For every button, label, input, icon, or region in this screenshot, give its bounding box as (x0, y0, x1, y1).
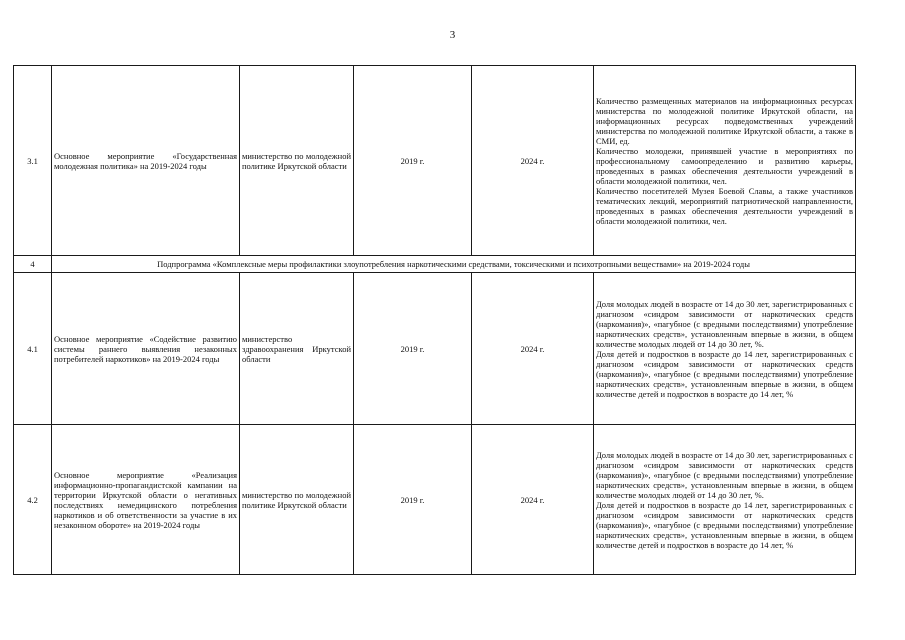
row-number: 4 (14, 256, 52, 273)
program-table (13, 65, 856, 575)
indicator-text: Доля детей и подростков в возрасте до 14 лет, зарегистрированных с диагнозом «синдром зависимости от наркотических средств (наркомания)», «пагубное (с вредными последствиями) употребление наркотических средств», установленным впервые в жизни, в общем количестве детей и подростков в возрасте до 14 лет, % (596, 348, 853, 399)
end-year: 2024 г. (472, 66, 594, 256)
executor: министерство здравоохранения Иркутской области (240, 273, 354, 425)
indicators-cell (594, 66, 856, 256)
indicator-text: Количество посетителей Музея Боевой Славы, а также участников тематических лекций, мероприятий патриотической направленности, проведенных в рамках обеспечения деятельности учреждений в области молодежной политики, чел. (596, 185, 853, 226)
activity-name: Основное мероприятие «Содействие развитию системы раннего выявления незаконных потребителей наркотиков» на 2019-2024 годы (52, 273, 240, 425)
table-row-4-1 (14, 273, 856, 425)
activity-name: Основное мероприятие «Реализация информационно-пропагандистской кампании на территории Иркутской области о негативных последствиях немедицинского потребления наркотиков и об ответственности за участие в их незаконном обороте» на 2019-2024 годы (52, 425, 240, 575)
indicator-text: Количество молодежи, принявшей участие в мероприятиях по профессиональному самоопределению и развитию карьеры, проведенных в рамках обеспечения деятельности учреждений в области молодежной политики, чел. (596, 145, 853, 186)
page-number: 3 (449, 29, 456, 41)
indicators-cell (594, 273, 856, 425)
table-row-4-2 (14, 425, 856, 575)
end-year: 2024 г. (472, 273, 594, 425)
row-number: 4.2 (14, 425, 52, 575)
subprogram-title: Подпрограмма «Комплексные меры профилактики злоупотребления наркотическими средствами, токсическими и психотропными веществами» на 2019-2024 годы (52, 256, 856, 273)
indicator-text: Доля детей и подростков в возрасте до 14 лет, зарегистрированных с диагнозом «синдром зависимости от наркотических средств (наркомания)», «пагубное (с вредными последствиями) употребление наркотических средств», установленным впервые в жизни, в общем количестве детей и подростков в возрасте до 14 лет, % (596, 499, 853, 550)
indicator-text: Количество размещенных материалов на информационных ресурсах министерства по молодежной политике Иркутской области, на информационных ресурсах подведомственных учреждений министерства по молодежной политике Иркутской области, а также в СМИ, ед. (596, 95, 853, 146)
indicators-cell (594, 425, 856, 575)
table-row-4 (14, 256, 856, 273)
start-year: 2019 г. (354, 66, 472, 256)
row-number: 4.1 (14, 273, 52, 425)
executor: министерство по молодежной политике Иркутской области (240, 66, 354, 256)
indicator-text: Доля молодых людей в возрасте от 14 до 30 лет, зарегистрированных с диагнозом «синдром зависимости от наркотических средств (наркомания)», «пагубное (с вредными последствиями) употребление наркотических средств», установленным впервые в жизни, в общем количестве молодых людей от 14 до 30 лет, %. (596, 449, 853, 500)
start-year: 2019 г. (354, 425, 472, 575)
table-row-3-1 (14, 66, 856, 256)
activity-name: Основное мероприятие «Государственная молодежная политика» на 2019-2024 годы (52, 66, 240, 256)
row-number: 3.1 (14, 66, 52, 256)
start-year: 2019 г. (354, 273, 472, 425)
executor: министерство по молодежной политике Иркутской области (240, 425, 354, 575)
end-year: 2024 г. (472, 425, 594, 575)
indicator-text: Доля молодых людей в возрасте от 14 до 30 лет, зарегистрированных с диагнозом «синдром зависимости от наркотических средств (наркомания)», «пагубное (с вредными последствиями) употребление наркотических средств», установленным впервые в жизни, в общем количестве молодых людей от 14 до 30 лет, %. (596, 298, 853, 349)
